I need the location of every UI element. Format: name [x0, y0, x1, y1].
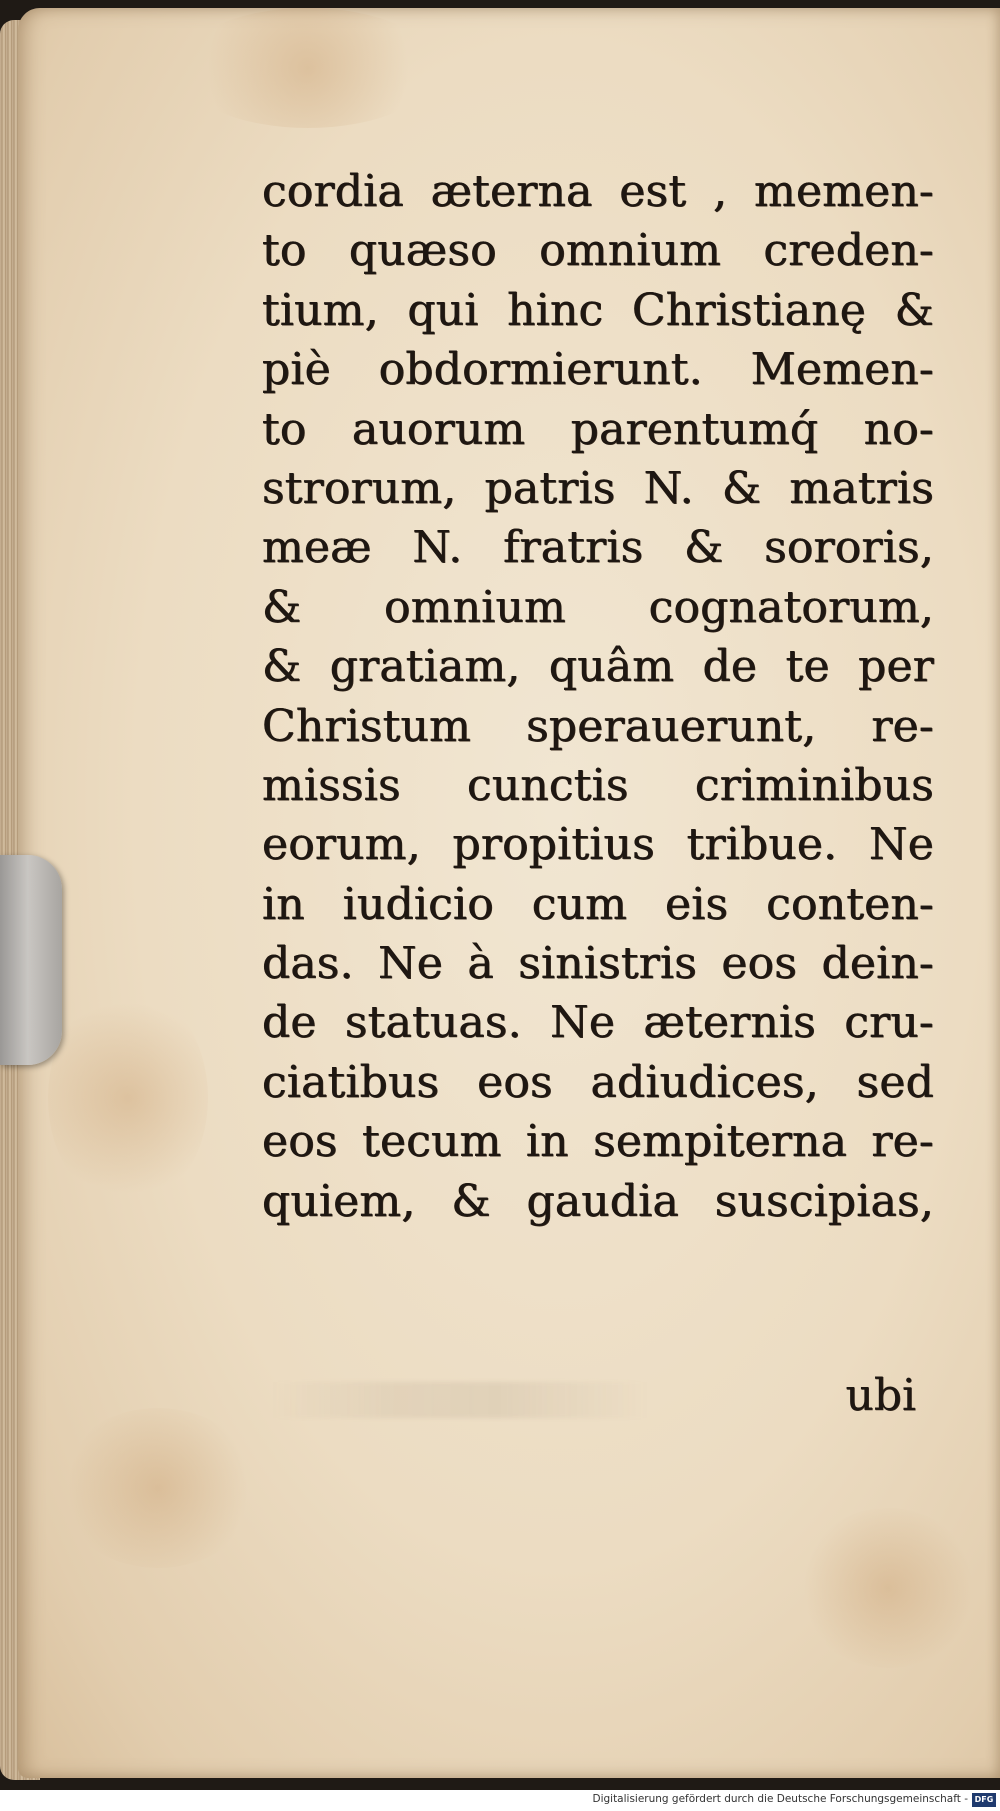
dfg-logo: DFG [972, 1793, 996, 1807]
text-line: piè obdormierunt. Memen- [262, 344, 934, 396]
text-line: & gratiam, quâm de te per [262, 641, 934, 693]
text-line: quiem, & gaudia suscipias, [262, 1175, 934, 1227]
text-line: cordia æterna est , memen- [262, 166, 934, 217]
text-line: tium, qui hinc Christianę & [262, 284, 934, 336]
foxing-stain [798, 1508, 978, 1668]
text-line: eorum, propitius tribue. Ne [262, 819, 934, 871]
bookmark-clip [0, 855, 62, 1065]
text-line: missis cunctis criminibus [262, 759, 934, 811]
text-line: to quæso omnium creden- [262, 225, 934, 277]
text-line: strorum, patris N. & matris [262, 462, 934, 514]
text-line: & omnium cognatorum, [262, 581, 934, 633]
text-line: ciatibus eos adiudices, sed [262, 1056, 934, 1108]
footer-bar [0, 1790, 1000, 1811]
text-line: meæ N. fratris & sororis, [262, 522, 934, 574]
show-through-ink [270, 1382, 650, 1418]
catchword: ubi [845, 1370, 916, 1421]
funding-credit: Digitalisierung gefördert durch die Deutsche Forschungsgemeinschaft - [592, 1793, 968, 1805]
text-line: de statuas. Ne æternis cru- [262, 997, 934, 1049]
text-line: eos tecum in sempiterna re- [262, 1116, 934, 1168]
text-line: to auorum parentumq́ no- [262, 403, 934, 455]
text-line: Christum sperauerunt, re- [262, 700, 934, 752]
text-line: in iudicio cum eis conten- [262, 878, 934, 930]
text-line: das. Ne à sinistris eos dein- [262, 938, 934, 990]
foxing-stain [58, 1408, 258, 1568]
text-block [262, 162, 934, 1231]
foxing-stain [178, 8, 438, 128]
foxing-stain [48, 988, 208, 1208]
